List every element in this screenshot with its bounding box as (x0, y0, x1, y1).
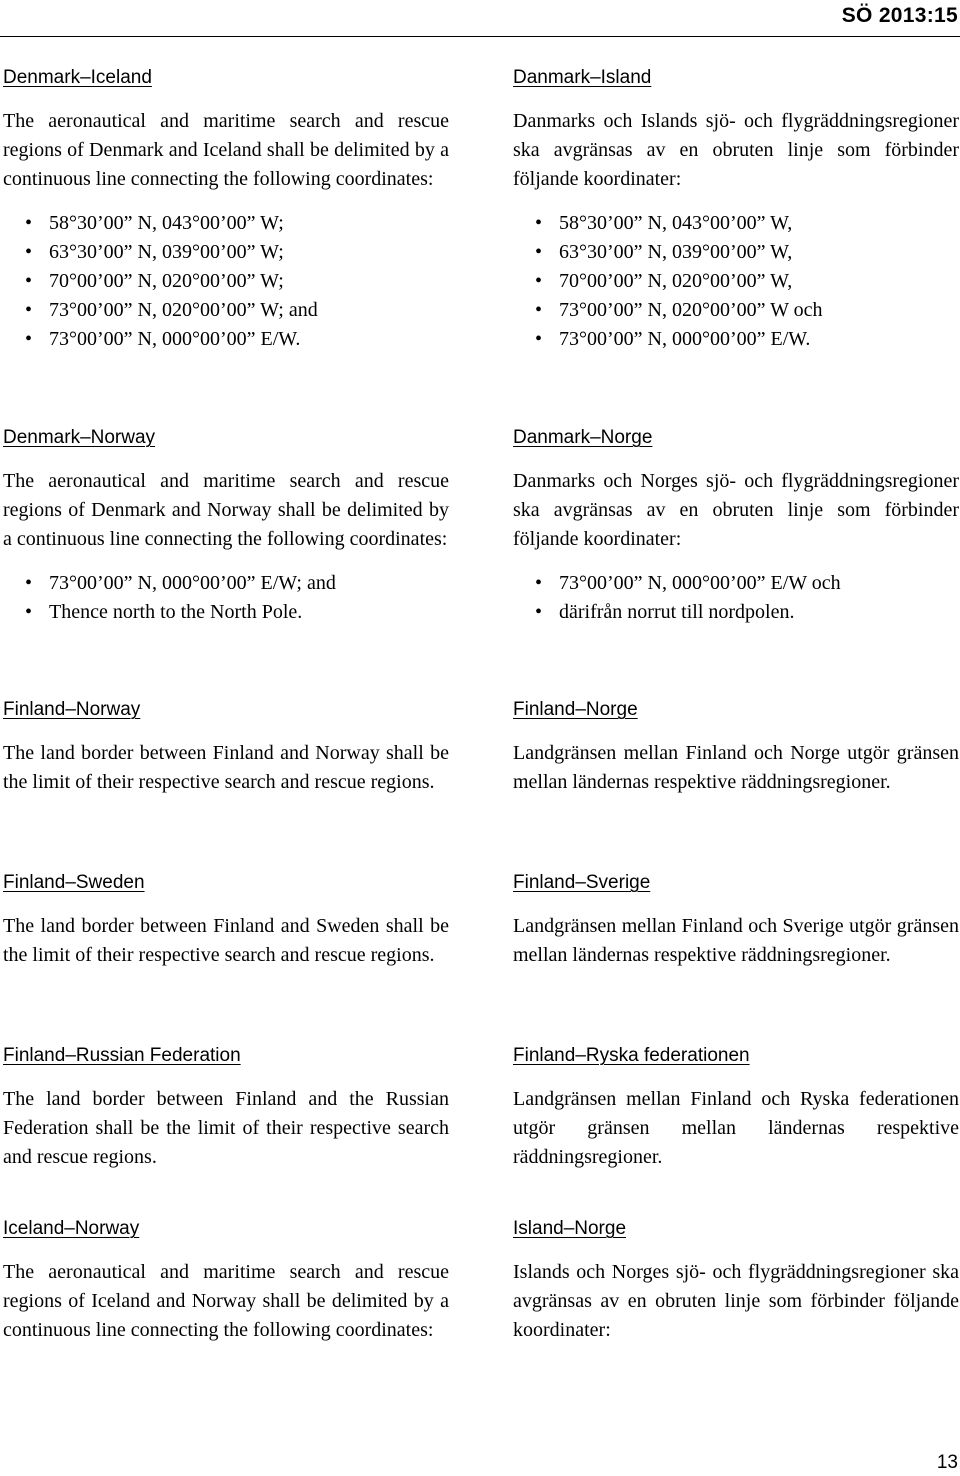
section-body: The land border between Finland and the Russian Federation shall be the limit of their respective search and rescue regions. (3, 1088, 449, 1168)
bullet-icon: • (535, 572, 543, 594)
section-denmark-norway-sv (513, 424, 959, 627)
coordinate-item: • 73°00’00” N, 000°00’00” E/W; and (3, 569, 449, 598)
section-heading: Danmark–Island (513, 67, 652, 88)
section-body: Landgränsen mellan Finland och Ryska federationen utgör gränsen mellan ländernas respektive räddningsregioner. (513, 1088, 959, 1168)
bullet-icon: • (25, 328, 33, 350)
header-divider (0, 36, 960, 37)
page-number: 13 (936, 1452, 958, 1473)
section-finland-russia-sv (513, 1042, 959, 1172)
section-heading: Danmark–Norge (513, 427, 653, 448)
section-body: The land border between Finland and Sweden shall be the limit of their respective search and rescue regions. (3, 915, 449, 966)
section-heading: Finland–Russian Federation (3, 1045, 241, 1066)
bullet-icon: • (25, 212, 33, 234)
section-denmark-norway-en (3, 424, 449, 627)
bullet-icon: • (535, 299, 543, 321)
coordinate-list (3, 209, 449, 354)
section-heading: Finland–Sweden (3, 872, 145, 893)
section-heading: Iceland–Norway (3, 1218, 140, 1239)
coordinate-item: • 73°00’00” N, 020°00’00” W och (513, 296, 959, 325)
bullet-icon: • (535, 212, 543, 234)
section-finland-norway-sv (513, 696, 959, 797)
section-heading: Denmark–Norway (3, 427, 156, 448)
coordinate-item: • 58°30’00” N, 043°00’00” W, (513, 209, 959, 238)
section-heading: Island–Norge (513, 1218, 627, 1239)
coordinate-list (513, 209, 959, 354)
section-finland-russia-en (3, 1042, 449, 1172)
section-iceland-norway-en (3, 1215, 449, 1345)
document-reference: SÖ 2013:15 (841, 4, 958, 27)
section-body: Danmarks och Islands sjö- och flygräddningsregioner ska avgränsas av en obruten linje som förbinder följande koordinater: (513, 110, 959, 190)
section-heading: Denmark–Iceland (3, 67, 152, 88)
bullet-icon: • (535, 241, 543, 263)
section-denmark-iceland-sv (513, 64, 959, 354)
coordinate-item: • 73°00’00” N, 020°00’00” W; and (3, 296, 449, 325)
bullet-icon: • (535, 270, 543, 292)
section-body: Landgränsen mellan Finland och Sverige utgör gränsen mellan ländernas respektive räddningsregioner. (513, 915, 959, 966)
bullet-icon: • (25, 270, 33, 292)
coordinate-item: • 73°00’00” N, 000°00’00” E/W och (513, 569, 959, 598)
coordinate-list (513, 569, 959, 627)
bullet-icon: • (535, 328, 543, 350)
section-body: The aeronautical and maritime search and rescue regions of Denmark and Iceland shall be delimited by a continuous line connecting the following coordinates: (3, 110, 449, 190)
coordinate-item: • 73°00’00” N, 000°00’00” E/W. (513, 325, 959, 354)
coordinate-item: • därifrån norrut till nordpolen. (513, 598, 959, 627)
bullet-icon: • (25, 299, 33, 321)
section-body: The aeronautical and maritime search and rescue regions of Iceland and Norway shall be delimited by a continuous line connecting the following coordinates: (3, 1261, 449, 1341)
section-finland-sweden-en (3, 869, 449, 970)
bullet-icon: • (25, 601, 33, 623)
bullet-icon: • (535, 601, 543, 623)
bullet-icon: • (25, 241, 33, 263)
section-body: The land border between Finland and Norway shall be the limit of their respective search and rescue regions. (3, 742, 449, 793)
coordinate-item: • 63°30’00” N, 039°00’00” W, (513, 238, 959, 267)
coordinate-list (3, 569, 449, 627)
section-body: Islands och Norges sjö- och flygräddningsregioner ska avgränsas av en obruten linje som förbinder följande koordinater: (513, 1261, 959, 1341)
section-finland-norway-en (3, 696, 449, 797)
coordinate-item: • Thence north to the North Pole. (3, 598, 449, 627)
section-heading: Finland–Sverige (513, 872, 651, 893)
section-body: Danmarks och Norges sjö- och flygräddningsregioner ska avgränsas av en obruten linje som förbinder följande koordinater: (513, 470, 959, 550)
coordinate-item: • 70°00’00” N, 020°00’00” W; (3, 267, 449, 296)
coordinate-item: • 63°30’00” N, 039°00’00” W; (3, 238, 449, 267)
section-iceland-norway-sv (513, 1215, 959, 1345)
section-heading: Finland–Ryska federationen (513, 1045, 750, 1066)
section-heading: Finland–Norway (3, 699, 141, 720)
section-heading: Finland–Norge (513, 699, 638, 720)
coordinate-item: • 58°30’00” N, 043°00’00” W; (3, 209, 449, 238)
section-denmark-iceland-en (3, 64, 449, 354)
coordinate-item: • 73°00’00” N, 000°00’00” E/W. (3, 325, 449, 354)
bullet-icon: • (25, 572, 33, 594)
section-body: Landgränsen mellan Finland och Norge utgör gränsen mellan ländernas respektive räddningsregioner. (513, 742, 959, 793)
section-body: The aeronautical and maritime search and rescue regions of Denmark and Norway shall be delimited by a continuous line connecting the following coordinates: (3, 470, 449, 550)
coordinate-item: • 70°00’00” N, 020°00’00” W, (513, 267, 959, 296)
section-finland-sweden-sv (513, 869, 959, 970)
